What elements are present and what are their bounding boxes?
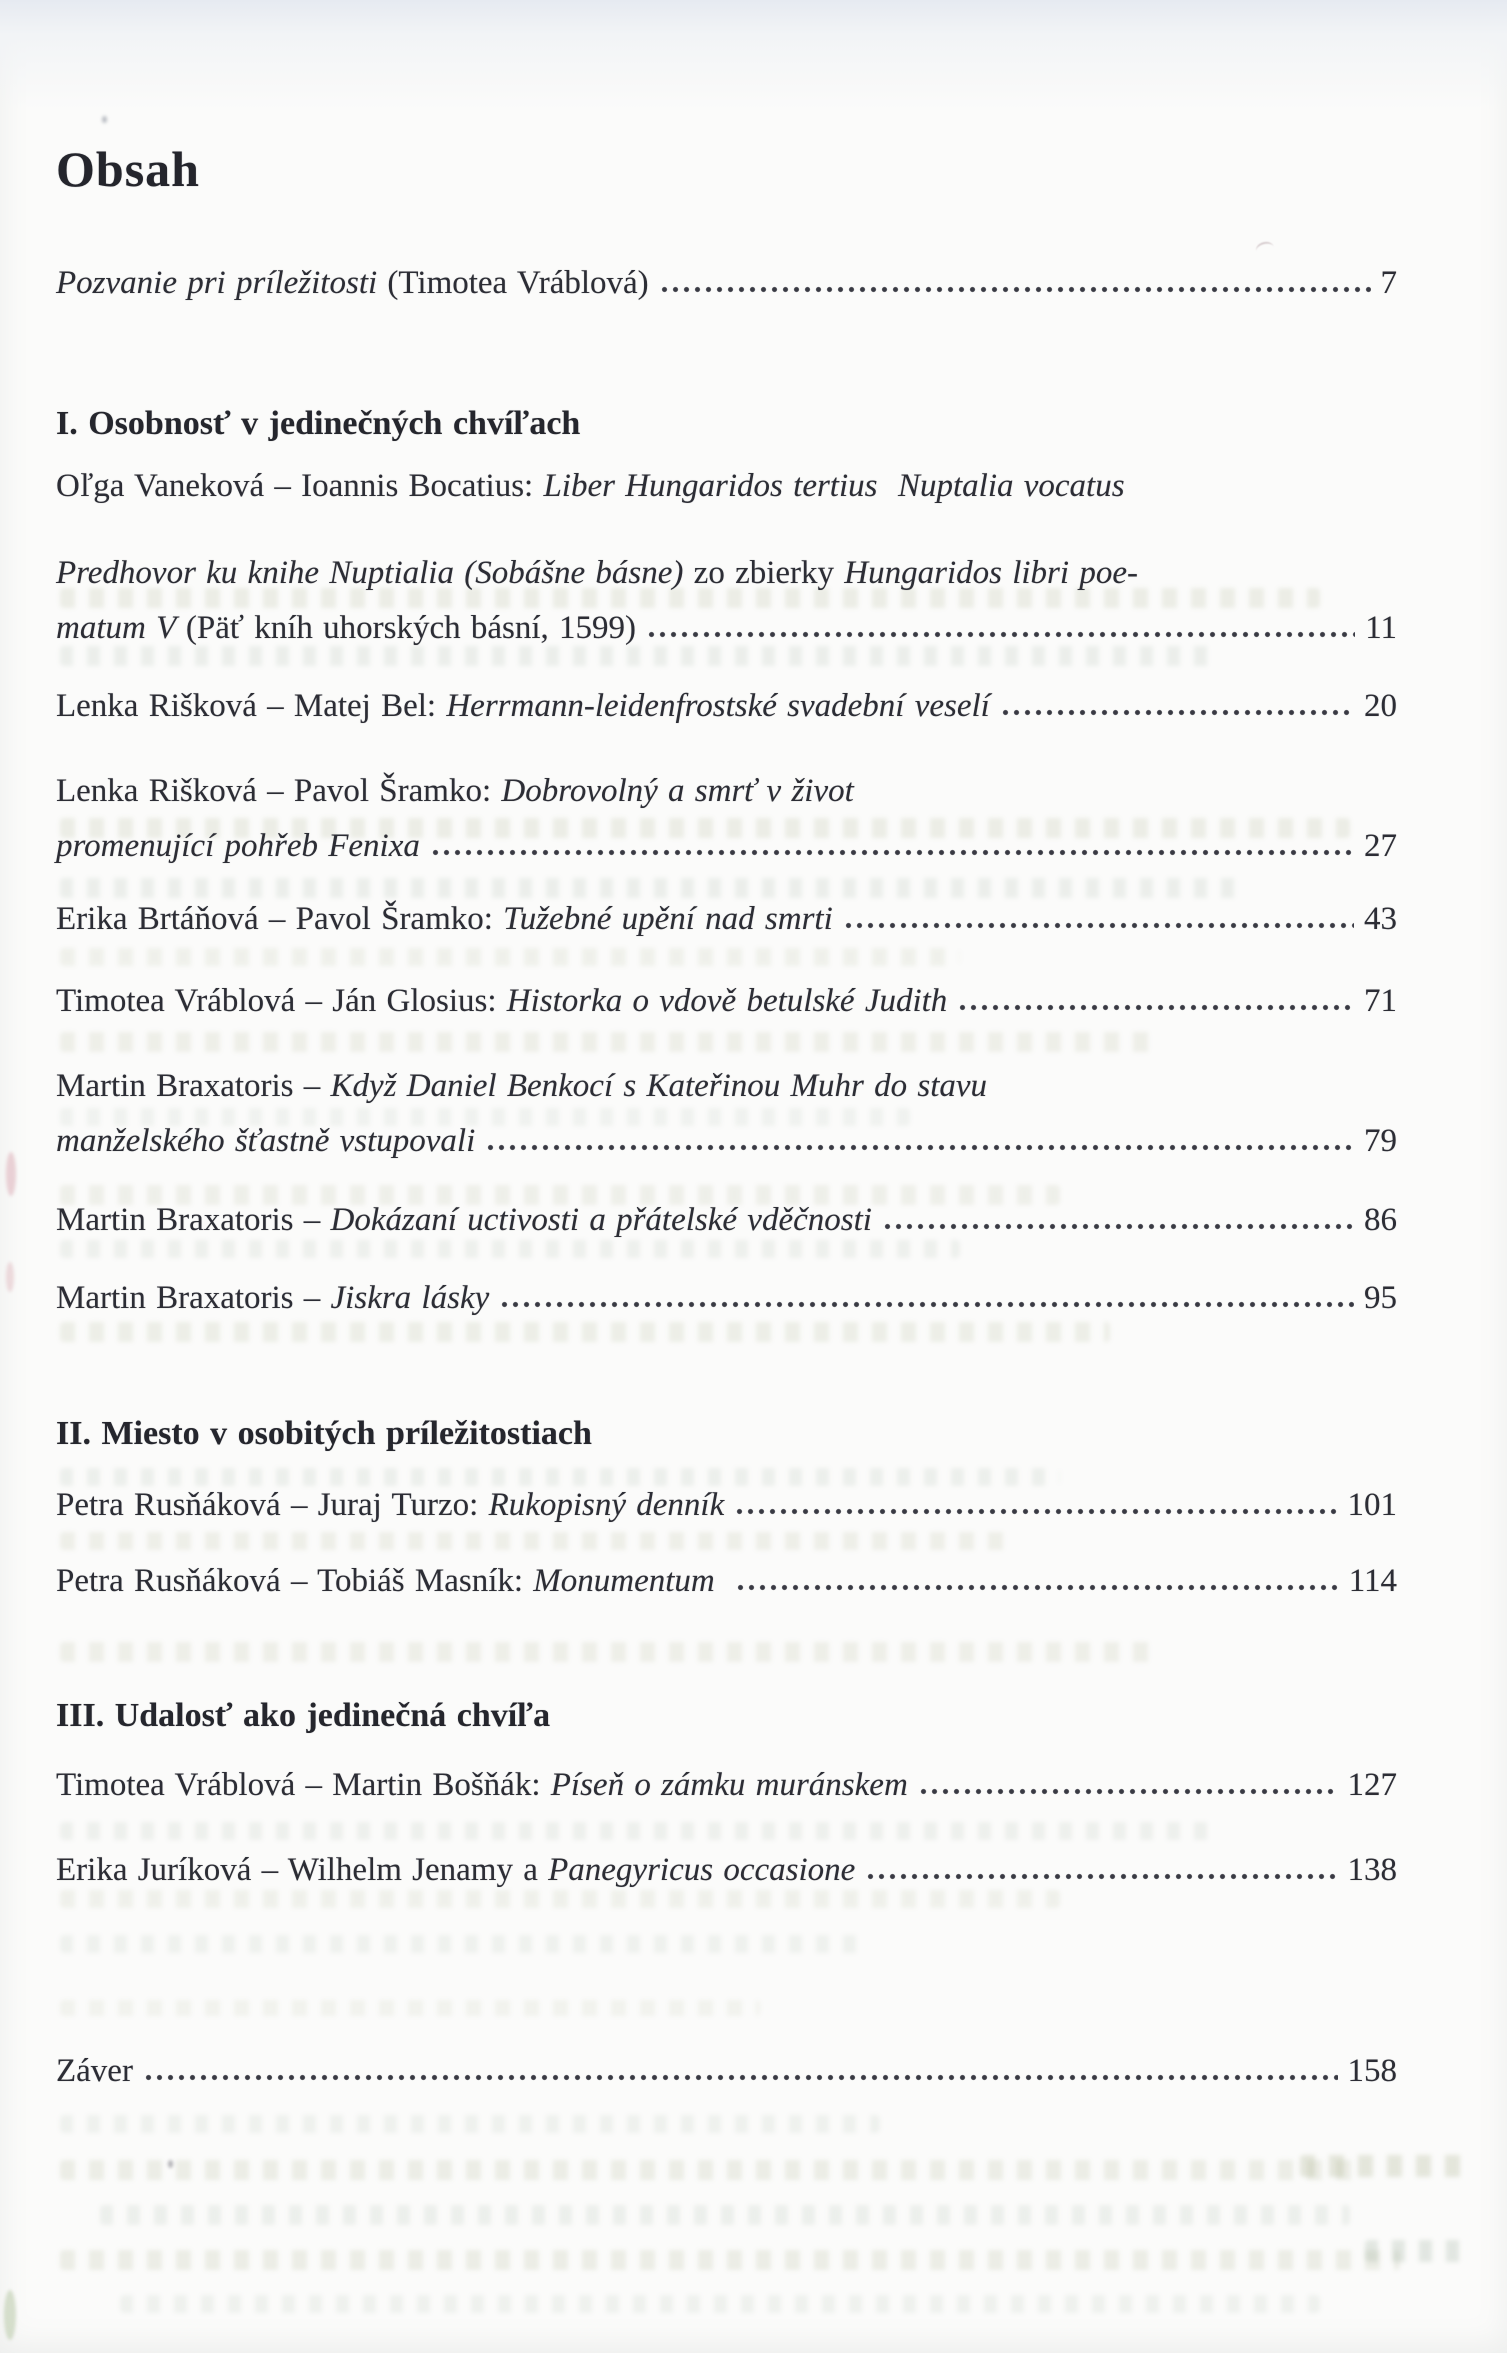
page-title-text: Obsah [56,141,200,197]
entry-title: Herrmann-leidenfrostské svadební veselí [446,688,990,724]
entry-title: Monumentum [533,1563,726,1599]
page-number: 101 [1347,1487,1397,1523]
toc-entry-predhovor-line-2 [56,601,1397,656]
toc-entry-zaver [56,2044,1397,2099]
entry-title: Liber Hungaridos tertius Nuptalia vocatus [543,468,1125,504]
dot-leader [499,1301,1354,1308]
page-number: 127 [1347,1767,1397,1803]
toc-entry-braxatoris-dokazani [56,1193,1397,1248]
toc-entry-jurikova-jenamy [56,1843,1397,1898]
page-number: 86 [1364,1202,1397,1238]
page-number: 79 [1364,1123,1397,1159]
toc-entry-braxatoris-jiskra [56,1271,1397,1326]
entry-title: Historka o vdově betulské Judith [506,983,948,1019]
toc-entry-braxatoris-kdyz-line-1 [56,1059,1397,1114]
entry-title: Rukopisný denník [488,1487,725,1523]
toc-entry-riskova-sramko-line-2 [56,819,1397,874]
toc-entry-rusnakova-masnik [56,1554,1397,1609]
section-heading-2 [56,1406,1397,1461]
page-number: 158 [1347,2053,1397,2089]
bleed-through-artifact [60,2250,1400,2270]
entry-author: Erika Brtáňová – Pavol Šramko: [56,901,504,937]
entry-title: Když Daniel Benkocí s Kateřinou Muhr do stavu [330,1068,988,1104]
entry-author: Oľga Vaneková – Ioannis Bocatius: [56,468,544,504]
entry-title: Záver [56,2053,133,2089]
dot-leader [659,286,1371,293]
entry-title: Panegyricus occasione [548,1852,856,1888]
toc-entry-vrablova-glosius [56,974,1397,1029]
entry-author: Timotea Vráblová – Ján Glosius: [56,983,507,1019]
entry-title: Pozvanie pri príležitosti [56,265,378,301]
section-heading-text: II. Miesto v osobitých príležitostiach [56,1415,592,1452]
entry-author: Erika Juríková – Wilhelm Jenamy a [56,1852,549,1888]
dot-leader [843,922,1354,929]
scan-speck [4,2290,16,2340]
entry-title: Tužebné upění nad smrti [503,901,833,937]
entry-text: (Päť kníh uhorských básní, 1599) [185,610,637,646]
entry-title: matum V [56,610,186,646]
page-number: 27 [1364,828,1397,864]
dot-leader [485,1144,1354,1151]
page-number: 114 [1348,1563,1397,1599]
entry-author: Timotea Vráblová – Martin Bošňák: [56,1767,551,1803]
entry-title: Píseň o zámku muránskem [550,1767,908,1803]
dot-leader [735,1584,1339,1591]
scan-speck [168,2160,173,2168]
entry-author: Petra Rusňáková – Tobiáš Masník: [56,1563,534,1599]
entry-title: Predhovor ku knihe Nuptialia (Sobášne básne) [56,555,684,591]
entry-title: manželského šťastně vstupovali [56,1123,476,1159]
toc-entry-vrablova-bosnak [56,1758,1397,1813]
bleed-through-artifact [60,2115,880,2133]
dot-leader [882,1223,1354,1230]
entry-author: (Timotea Vráblová) [377,265,649,301]
entry-author: Martin Braxatoris – [56,1280,331,1316]
entry-author: Martin Braxatoris – [56,1068,331,1104]
entry-author: Martin Braxatoris – [56,1202,331,1238]
page-number: 95 [1364,1280,1397,1316]
section-heading-1 [56,396,1397,451]
dot-leader [646,631,1355,638]
entry-title: Jiskra lásky [330,1280,490,1316]
page-number: 43 [1364,901,1397,937]
entry-text: zo zbierky [683,555,845,591]
entry-title: promenující pohřeb Fenixa [56,828,420,864]
bleed-through-artifact [1365,2240,1465,2262]
toc-entry-riskova-sramko-line-1 [56,764,1397,819]
entry-title: Dokázaní uctivosti a přátelské vděčnosti [330,1202,872,1238]
entry-title: Hungaridos libri poe- [844,555,1138,591]
section-heading-3 [56,1688,1397,1743]
toc-entry-rusnakova-turzo [56,1478,1397,1533]
page-number: 71 [1364,983,1397,1019]
page-number: 20 [1364,688,1397,724]
dot-leader [957,1004,1354,1011]
toc-entry-riskova-bel [56,679,1397,734]
dot-leader [734,1508,1337,1515]
dot-leader [143,2074,1338,2081]
bleed-through-artifact [1300,2155,1470,2177]
toc-entry-brtanova [56,892,1397,947]
bleed-through-artifact [120,2295,1320,2313]
dot-leader [430,849,1354,856]
page-number: 138 [1347,1852,1397,1888]
dot-leader [918,1788,1338,1795]
entry-author: Lenka Rišková – Matej Bel: [56,688,447,724]
page-title [56,136,1397,202]
bleed-through-artifact [60,2160,1360,2180]
dot-leader [1000,709,1354,716]
toc-entry-braxatoris-kdyz-line-2 [56,1114,1397,1169]
dot-leader [865,1873,1337,1880]
page-number: 7 [1380,265,1397,301]
page-number: 11 [1365,610,1397,646]
entry-author: Petra Rusňáková – Juraj Turzo: [56,1487,489,1523]
entry-author: Lenka Rišková – Pavol Šramko: [56,773,502,809]
toc-entry-pozvanie [56,256,1397,311]
toc-entry-predhovor-line-1 [56,546,1397,601]
bleed-through-artifact [100,2205,1350,2225]
toc-entry-vanekova [56,459,1397,514]
entry-title: Dobrovolný a smrť v život [501,773,854,809]
section-heading-text: I. Osobnosť v jedinečných chvíľach [56,405,581,442]
section-heading-text: III. Udalosť ako jedinečná chvíľa [56,1697,551,1734]
